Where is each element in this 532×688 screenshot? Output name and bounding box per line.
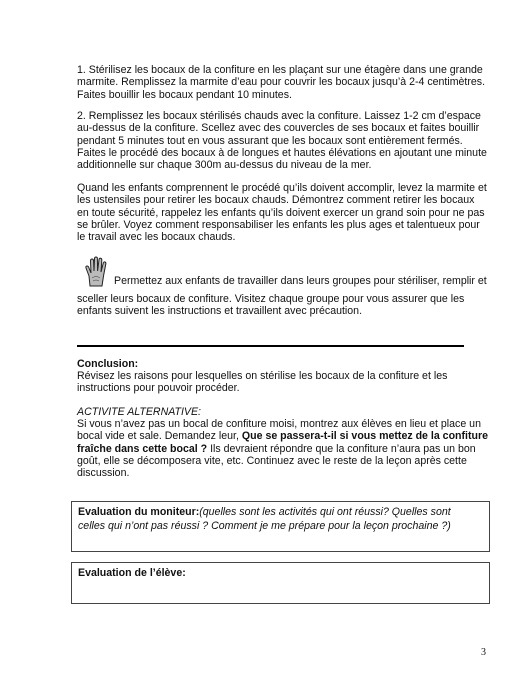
groups-instruction-line1: Permettez aux enfants de travailler dans leurs groupes pour stériliser, remplir et: [114, 275, 487, 287]
alternative-activity-text: [77, 418, 489, 479]
teacher-eval-prompt: (quelles sont les activités qui ont réussi? Quelles sont celles qui n’ont pas réussi ? Comment je me prépare pour la leçon prochaine ?): [78, 506, 451, 532]
alt-text-part2: Ils devraient répondre que la confiture n’aura pas un bon goût, elle se décomposera vite, etc. Continuez avec le reste de la leçon après cette discussion.: [77, 442, 476, 480]
children-safety-paragraph: Quand les enfants comprennent le procédé qu’ils doivent accomplir, levez la marmite et les ustensiles pour retirer les bocaux chauds. Démontrez comment retirer les bocaux en toute sécurité, rappelez les enfants qu’ils doivent exercer un grand soin pour ne pas se brûler. Voyez comment responsabiliser les enfants les plus ages et talentueux pour le travail avec les bocaux chauds.: [77, 182, 487, 244]
alternative-activity-heading: ACTIVITE ALTERNATIVE:: [77, 406, 202, 418]
page-number: 3: [481, 647, 486, 658]
step-2-paragraph: 2. Remplissez les bocaux stérilisés chauds avec la confiture. Laissez 1-2 cm d’espace au-dessus de la confiture. Scellez avec des couvercles de ses bocaux et faites bouillir pendant 5 minutes tout en vous assurant que les bocaux sont entièrement fermés. Faites le procédé des bocaux à de longues et hautes élévations en ajoutant une minute additionnelle sur chaque 300m au-dessus du niveau de la mer.: [77, 110, 487, 172]
teacher-evaluation-box[interactable]: [71, 501, 490, 552]
hand-icon: [84, 256, 110, 288]
groups-instruction-rest: sceller leurs bocaux de confiture. Visitez chaque groupe pour vous assurer que les enfants suivent les instructions et travaillent avec précaution.: [77, 293, 465, 318]
conclusion-heading: Conclusion:: [77, 358, 139, 370]
step-1-paragraph: 1. Stérilisez les bocaux de la confiture en les plaçant sur une étagère dans une grande marmite. Remplissez la marmite d’eau pour couvrir les bocaux jusqu’à 2-4 centimètres. Faites bouillir les bocaux pendant 10 minutes.: [77, 64, 486, 101]
teacher-eval-title: Evaluation du moniteur:: [78, 506, 200, 518]
alt-text-part1: Si vous n’avez pas un bocal de confiture moisi, montrez aux élèves en lieu et place un bocal vide et sale. Demandez leur,: [77, 418, 481, 443]
student-eval-title: Evaluation de l’élève:: [78, 567, 186, 579]
alt-question-bold: Que se passera-t-il si vous mettez de la confiture fraîche dans cette bocal ?: [77, 430, 488, 455]
teacher-evaluation-label: [78, 505, 478, 533]
section-divider: [77, 345, 464, 347]
conclusion-text: Révisez les raisons pour lesquelles on stérilise les bocaux de la confiture et les instructions pour pouvoir procéder.: [77, 370, 448, 395]
student-evaluation-box[interactable]: [71, 562, 490, 604]
student-evaluation-label: [78, 566, 478, 580]
